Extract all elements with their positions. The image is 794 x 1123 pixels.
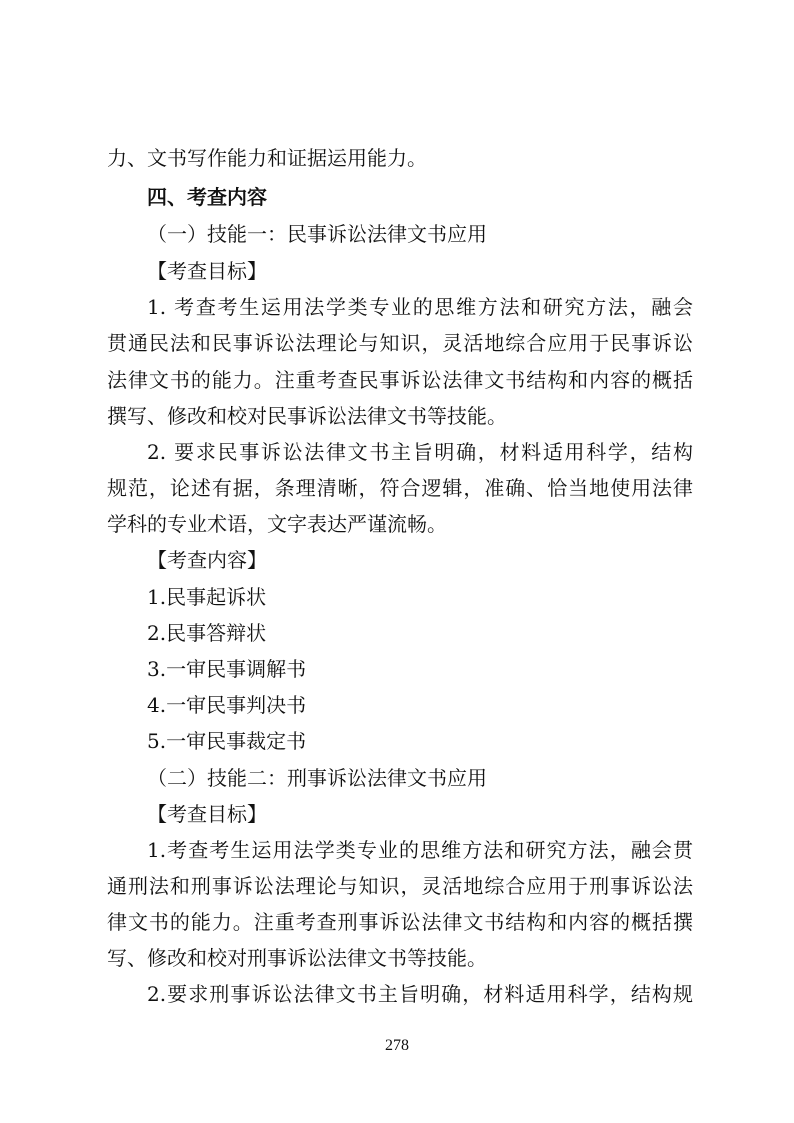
subsection-heading: （二）技能二：刑事诉讼法律文书应用 xyxy=(147,766,487,790)
bracket-label: 【考查目标】 xyxy=(147,802,267,826)
list-item: 3.一审民事调解书 xyxy=(147,657,307,681)
paragraph-line: 通刑法和刑事诉讼法理论与知识，灵活地综合应用于刑事诉讼法 xyxy=(107,874,693,898)
subsection-heading: （一）技能一：民事诉讼法律文书应用 xyxy=(147,222,487,246)
list-item: 1.民事起诉状 xyxy=(147,585,267,609)
paragraph-line: 力、文书写作能力和证据运用能力。 xyxy=(107,146,427,170)
paragraph-line: 1.考查考生运用法学类专业的思维方法和研究方法，融会贯 xyxy=(147,838,693,862)
paragraph-line: 学科的专业术语，文字表达严谨流畅。 xyxy=(107,512,447,536)
paragraph-line: 2.要求刑事诉讼法律文书主旨明确，材料适用科学，结构规 xyxy=(147,982,693,1006)
list-item: 4.一审民事判决书 xyxy=(147,693,307,717)
list-item: 5.一审民事裁定书 xyxy=(147,729,307,753)
bracket-label: 【考查内容】 xyxy=(147,548,267,572)
paragraph-line: 撰写、修改和校对民事诉讼法律文书等技能。 xyxy=(107,404,507,428)
paragraph-line: 法律文书的能力。注重考查民事诉讼法律文书结构和内容的概括 xyxy=(107,368,693,392)
paragraph-line: 写、修改和校对刑事诉讼法律文书等技能。 xyxy=(107,946,487,970)
page-number: 278 xyxy=(385,1037,409,1054)
bracket-label: 【考查目标】 xyxy=(147,259,267,283)
list-item: 2.民事答辩状 xyxy=(147,621,267,645)
paragraph-line: 律文书的能力。注重考查刑事诉讼法律文书结构和内容的概括撰 xyxy=(107,910,693,934)
paragraph-line: 1. 考查考生运用法学类专业的思维方法和研究方法，融会 xyxy=(147,295,693,319)
paragraph-line: 2. 要求民事诉讼法律文书主旨明确，材料适用科学，结构 xyxy=(147,440,693,464)
section-heading: 四、考查内容 xyxy=(147,185,267,209)
paragraph-line: 贯通民法和民事诉讼法理论与知识，灵活地综合应用于民事诉讼 xyxy=(107,331,693,355)
paragraph-line: 规范，论述有据，条理清晰，符合逻辑，准确、恰当地使用法律 xyxy=(107,476,693,500)
